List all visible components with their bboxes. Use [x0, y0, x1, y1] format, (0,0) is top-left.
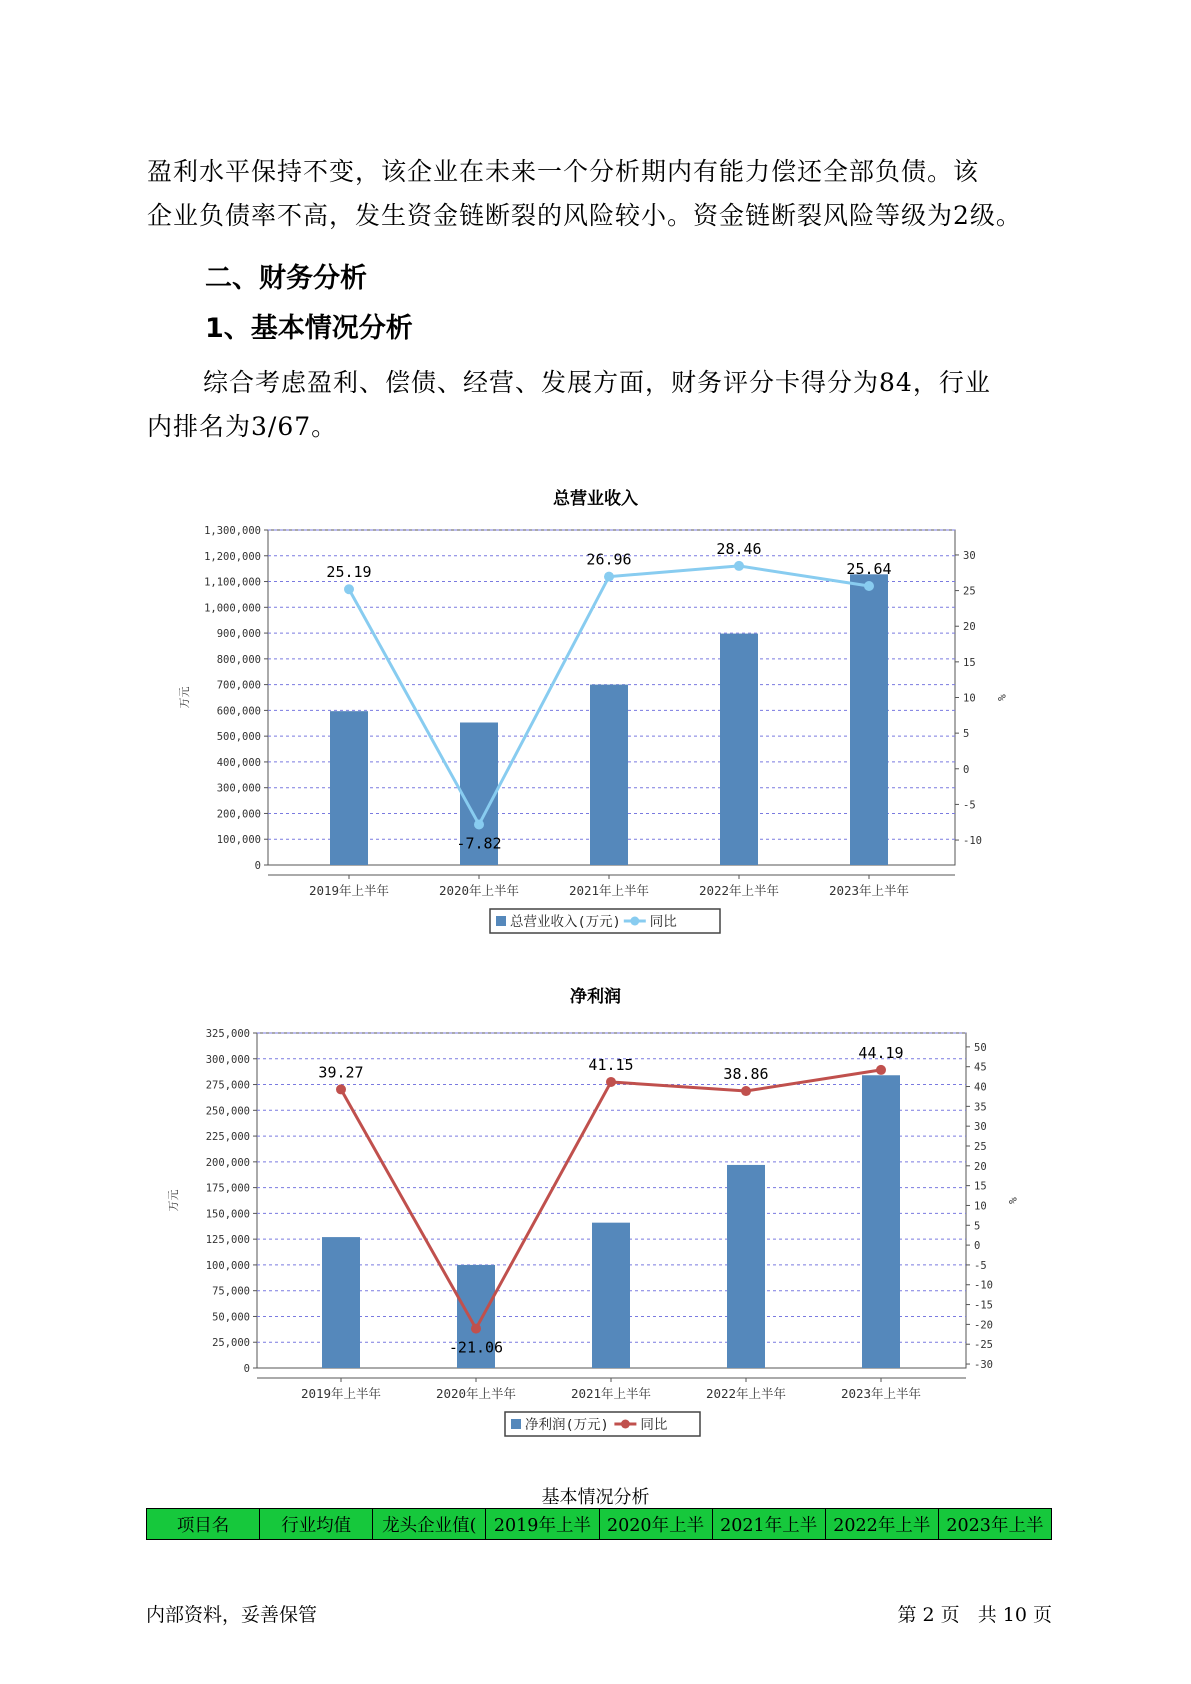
y2-tick-label: 5 [974, 1220, 981, 1233]
y-tick-label: 325,000 [205, 1028, 250, 1040]
y-tick-label: 200,000 [205, 1156, 250, 1169]
intro-paragraph [147, 150, 1052, 238]
bar [592, 1223, 630, 1368]
yoy-point [604, 572, 614, 582]
legend-label-bar: 净利润(万元) [525, 1417, 609, 1433]
legend-label-line: 同比 [649, 914, 677, 930]
y-tick-label: 900,000 [216, 628, 261, 641]
y-tick-label: 1,100,000 [204, 576, 261, 589]
table-header-cell: 2022年上半 [825, 1509, 938, 1540]
y-tick-label: 300,000 [205, 1053, 250, 1066]
y2-tick-label: -5 [963, 799, 976, 812]
y2-tick-label: 15 [974, 1180, 987, 1193]
yoy-data-label: 25.64 [846, 560, 892, 579]
intro-line-2: 企业负债率不高，发生资金链断裂的风险较小。资金链断裂风险等级为2级。 [147, 201, 1022, 230]
y2-tick-label: 40 [974, 1081, 987, 1094]
net-profit-chart [0, 1008, 1191, 1448]
footer-page-number: 第 2 页 共 10 页 [897, 1604, 1052, 1626]
yoy-data-label: 44.19 [858, 1043, 904, 1062]
y2-tick-label: 15 [963, 656, 976, 669]
y2-axis-label: % [1006, 1197, 1019, 1204]
yoy-point [741, 1086, 751, 1096]
yoy-data-label: 25.19 [326, 563, 372, 582]
y-tick-label: 300,000 [216, 782, 261, 795]
y-tick-label: 1,000,000 [204, 602, 261, 615]
y2-tick-label: 10 [974, 1200, 987, 1213]
y-tick-label: 150,000 [205, 1208, 250, 1221]
y-axis-label: 万元 [167, 1189, 180, 1212]
bar [727, 1165, 765, 1368]
legend-label-line: 同比 [640, 1417, 668, 1433]
legend-swatch-marker [630, 917, 639, 926]
y2-axis-label: % [995, 694, 1008, 701]
yoy-point [734, 561, 744, 571]
yoy-point [606, 1077, 616, 1087]
y-tick-label: 1,300,000 [204, 525, 261, 537]
y2-tick-label: 25 [974, 1140, 987, 1153]
summary-line-1: 综合考虑盈利、偿债、经营、发展方面，财务评分卡得分为84，行业 [203, 368, 991, 397]
x-tick-label: 2019年上半年 [308, 883, 390, 898]
section-heading: 二、财务分析 [205, 263, 367, 294]
legend-swatch-bar [511, 1419, 521, 1429]
intro-line-1: 盈利水平保持不变，该企业在未来一个分析期内有能力偿还全部负债。该 [147, 157, 980, 186]
x-tick-label: 2023年上半年 [840, 1386, 922, 1401]
y-tick-label: 25,000 [212, 1337, 250, 1350]
chart-title-revenue: 总营业收入 [553, 489, 638, 509]
bar [720, 634, 758, 865]
subsection-heading: 1、基本情况分析 [205, 313, 413, 344]
table-header-cell: 龙头企业值( [373, 1509, 486, 1540]
yoy-point [336, 1084, 346, 1094]
summary-paragraph [147, 361, 1052, 449]
bar [322, 1237, 360, 1368]
legend-swatch-bar [496, 916, 506, 926]
y2-tick-label: 10 [963, 692, 976, 705]
x-tick-label: 2022年上半年 [705, 1386, 787, 1401]
y-tick-label: 0 [243, 1363, 250, 1375]
y2-tick-label: 5 [963, 728, 970, 741]
y-tick-label: 175,000 [205, 1182, 250, 1195]
y2-tick-label: 20 [963, 621, 976, 634]
summary-line-2: 内排名为3/67。 [147, 412, 338, 441]
yoy-point [864, 581, 874, 591]
y-tick-label: 75,000 [212, 1285, 250, 1298]
y2-tick-label: 30 [974, 1121, 987, 1134]
bar [850, 574, 888, 865]
y2-tick-label: 0 [974, 1240, 981, 1253]
y-tick-label: 225,000 [205, 1131, 250, 1144]
yoy-point [876, 1065, 886, 1075]
footer-confidential-note: 内部资料，妥善保管 [146, 1604, 318, 1626]
y2-tick-label: -20 [974, 1319, 993, 1332]
bar [590, 685, 628, 865]
x-tick-label: 2022年上半年 [698, 883, 780, 898]
table-header-cell: 2020年上半 [599, 1509, 712, 1540]
y-tick-label: 800,000 [216, 653, 261, 666]
y-tick-label: 500,000 [216, 731, 261, 744]
basic-info-table [146, 1508, 1052, 1540]
yoy-data-label: 41.15 [588, 1055, 634, 1074]
y-axis-label: 万元 [178, 686, 191, 709]
y2-tick-label: 30 [963, 549, 976, 562]
table-header-cell: 2021年上半 [712, 1509, 825, 1540]
y2-tick-label: 25 [963, 585, 976, 598]
legend-label-bar: 总营业收入(万元) [510, 914, 621, 930]
yoy-data-label: 38.86 [723, 1065, 769, 1084]
y-tick-label: 100,000 [205, 1259, 250, 1272]
yoy-point [344, 584, 354, 594]
chart-title-net-profit: 净利润 [570, 987, 621, 1007]
y-tick-label: 400,000 [216, 756, 261, 769]
y2-tick-label: -10 [974, 1279, 993, 1292]
x-tick-label: 2021年上半年 [568, 883, 650, 898]
table-header-cell: 2023年上半 [938, 1509, 1051, 1540]
table-header-row [147, 1509, 1052, 1540]
y-tick-label: 200,000 [216, 808, 261, 821]
yoy-data-label: -21.06 [448, 1338, 504, 1357]
y2-tick-label: -25 [974, 1339, 993, 1352]
table-caption: 基本情况分析 [541, 1487, 650, 1508]
y2-tick-label: 35 [974, 1101, 987, 1114]
x-tick-label: 2020年上半年 [438, 883, 520, 898]
y-tick-label: 600,000 [216, 705, 261, 718]
x-tick-label: 2023年上半年 [828, 883, 910, 898]
y2-tick-label: 50 [974, 1041, 987, 1054]
y-tick-label: 250,000 [205, 1105, 250, 1118]
table-header-cell: 行业均值 [260, 1509, 373, 1540]
table-header-cell: 项目名 [147, 1509, 260, 1540]
y2-tick-label: 45 [974, 1061, 987, 1074]
y2-tick-label: -15 [974, 1299, 993, 1312]
y2-tick-label: 0 [963, 763, 970, 776]
yoy-data-label: -7.82 [456, 834, 502, 853]
x-tick-label: 2020年上半年 [435, 1386, 517, 1401]
y2-tick-label: -5 [974, 1259, 987, 1272]
yoy-data-label: 39.27 [318, 1063, 364, 1082]
bar [330, 711, 368, 865]
y-tick-label: 50,000 [212, 1311, 250, 1324]
y-tick-label: 125,000 [205, 1234, 250, 1247]
y-tick-label: 0 [254, 860, 261, 872]
table-header-cell: 2019年上半 [486, 1509, 599, 1540]
x-tick-label: 2019年上半年 [300, 1386, 382, 1401]
x-tick-label: 2021年上半年 [570, 1386, 652, 1401]
y2-tick-label: -30 [974, 1359, 993, 1372]
y2-tick-label: 20 [974, 1160, 987, 1173]
legend-swatch-marker [621, 1420, 630, 1429]
yoy-data-label: 28.46 [716, 539, 762, 558]
y-tick-label: 700,000 [216, 679, 261, 692]
y-tick-label: 1,200,000 [204, 550, 261, 563]
y2-tick-label: -10 [963, 835, 982, 848]
y-tick-label: 275,000 [205, 1079, 250, 1092]
revenue-chart [0, 510, 1191, 950]
yoy-point [471, 1324, 481, 1334]
yoy-data-label: 26.96 [586, 550, 632, 569]
bar [862, 1075, 900, 1368]
y-tick-label: 100,000 [216, 834, 261, 847]
yoy-point [474, 820, 484, 830]
